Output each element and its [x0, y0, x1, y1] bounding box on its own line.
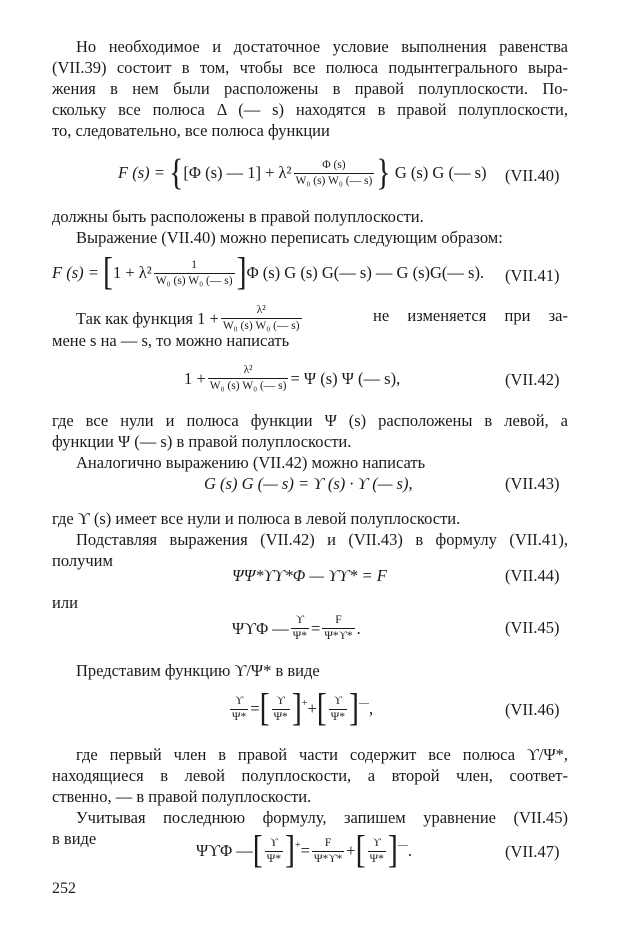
bracket-open: [: [316, 686, 327, 730]
equation-number: (VII.47): [505, 842, 560, 861]
paragraph-4-line-1: [76, 304, 304, 333]
fraction: [294, 159, 375, 188]
denominator: Ψ*ϒ*: [324, 630, 353, 642]
denominator: W₀ (s) W₀ (— s): [155, 274, 233, 287]
equation-vii-40: [118, 151, 487, 193]
fraction: [208, 364, 289, 393]
equation-vii-42: [184, 364, 400, 393]
numerator: ϒ: [333, 694, 343, 707]
numerator: F: [335, 614, 342, 626]
bracket-close: ]: [291, 686, 302, 730]
numerator: λ²: [256, 304, 266, 316]
paragraph-9: [52, 592, 568, 613]
fraction: [322, 614, 354, 643]
equation-number: (VII.46): [505, 700, 560, 719]
equals-sign: =: [300, 841, 310, 860]
eq-term: 1 +: [197, 308, 219, 328]
eq-term: 1 +: [184, 368, 206, 388]
eq-term: ΨϒΦ —: [232, 618, 289, 638]
eq-lhs: F (s) =: [52, 263, 99, 282]
denominator: Ψ*: [266, 852, 282, 865]
bracket-open: [: [103, 250, 113, 294]
eq-lhs: F (s) =: [118, 163, 165, 182]
bracket-close: ]: [349, 686, 360, 730]
text-line: должны быть расположены в правой полуплоскости.: [52, 207, 424, 226]
text-line: (VII.39) состоит в том, чтобы все полюса подынтегрального выра-: [52, 58, 568, 77]
numerator: ϒ: [234, 694, 244, 707]
plus-sign: +: [307, 699, 317, 718]
text-line: получим: [52, 551, 113, 570]
text-line: то, следовательно, все полюса функции: [52, 121, 330, 140]
equation-vii-41: [52, 250, 485, 294]
text-line: Но необходимое и достаточное условие выполнения равенства: [76, 37, 568, 56]
eq-term: ΨϒΦ —: [196, 841, 253, 860]
eq-term: Φ (s) G (s) G(— s) — G (s)G(— s).: [246, 263, 485, 282]
page-number: 252: [52, 880, 76, 897]
numerator: ϒ: [276, 694, 285, 707]
denominator: Ψ*: [232, 710, 247, 723]
fraction: [230, 695, 248, 724]
text-line: мене s на — s, то можно написать: [52, 331, 290, 350]
eq-term: [Φ (s) — 1] + λ²: [183, 163, 292, 182]
eq-term: G (s) G (— s) = ϒ (s) · ϒ (— s),: [204, 474, 413, 493]
text-line: в виде: [52, 829, 97, 848]
eq-term: ΨΨ*ϒϒ*Φ — ϒϒ* = F: [232, 566, 387, 585]
paragraph-2: [52, 206, 568, 248]
superscript: +: [301, 698, 308, 709]
equation-number: (VII.44): [505, 566, 560, 585]
bracket-open: [: [355, 828, 366, 872]
equation-number: (VII.43): [505, 474, 560, 493]
denominator: Ψ*: [292, 630, 308, 642]
paragraph-5: [52, 410, 568, 473]
denominator: W₀ (s) W₀ (— s): [209, 380, 287, 392]
brace-close: }: [376, 151, 391, 193]
eq-term: .: [407, 841, 412, 860]
denominator: W₀ (s) W₀ (— s): [222, 320, 300, 332]
equation-number: (VII.40): [505, 166, 560, 185]
equation-vii-46: [228, 686, 374, 730]
eq-term: ,: [369, 699, 374, 718]
fraction: [154, 259, 235, 288]
paragraph-1: [52, 36, 568, 141]
bracket-close: ]: [285, 828, 296, 872]
superscript: —: [359, 698, 370, 709]
denominator: Ψ*: [369, 852, 384, 865]
text-fragment: не изменяется при за-: [373, 306, 568, 325]
paragraph-7: [52, 508, 568, 571]
equation-number: (VII.45): [505, 618, 560, 637]
numerator: F: [324, 836, 332, 849]
bracket-close: ]: [387, 828, 398, 872]
equals-sign: =: [311, 618, 321, 638]
eq-term: = Ψ (s) Ψ (— s),: [290, 368, 401, 388]
bracket-close: ]: [236, 250, 247, 294]
fraction: [221, 304, 302, 333]
text-line: находящиеся в левой полуплоскости, а второй член, соответ-: [52, 766, 568, 785]
numerator: Φ (s): [322, 158, 346, 171]
denominator: Ψ*: [273, 710, 288, 723]
text-line: Аналогично выражению (VII.42) можно написать: [76, 453, 426, 472]
denominator: W₀ (s) W₀ (— s): [295, 174, 373, 187]
equation-vii-45: [232, 614, 361, 643]
eq-term: 1 + λ²: [113, 263, 152, 282]
paragraph-11: [52, 744, 568, 849]
eq-term: G (s) G (— s): [394, 163, 487, 182]
text-line: где все нули и полюса функции Ψ (s) расположены в левой, а: [52, 411, 568, 430]
fraction: [312, 837, 344, 866]
text-line: Учитывая последнюю формулу, запишем уравнение (VII.45): [76, 808, 568, 827]
superscript: —: [397, 840, 408, 851]
text-line: или: [52, 593, 78, 612]
numerator: λ²: [243, 364, 253, 376]
fraction: [291, 614, 309, 643]
fraction: [265, 837, 283, 866]
text-line: где ϒ (s) имеет все нули и полюса в левой полуплоскости.: [52, 509, 461, 528]
brace-open: {: [169, 151, 184, 193]
text-line: где первый член в правой части содержит все полюса ϒ/Ψ*,: [76, 745, 568, 764]
equation-number: (VII.41): [505, 266, 560, 285]
paragraph-10: [52, 660, 568, 681]
equation-number: (VII.42): [505, 370, 560, 389]
plus-sign: +: [346, 841, 356, 860]
fraction: [272, 695, 290, 724]
denominator: Ψ*: [330, 710, 346, 723]
text-line: жения в нем были расположены в правой полуплоскости. По-: [52, 79, 568, 98]
fraction: [329, 695, 347, 724]
equation-vii-43: [204, 474, 413, 494]
text-line: ственно, — в правой полуплоскости.: [52, 787, 312, 806]
denominator: Ψ*ϒ*: [313, 852, 343, 865]
paragraph-4-line-2: [52, 330, 568, 351]
text-line: Представим функцию ϒ/Ψ* в виде: [76, 661, 320, 680]
bracket-open: [: [259, 686, 270, 730]
fraction: [368, 837, 386, 866]
bracket-open: [: [252, 828, 263, 872]
equals-sign: =: [250, 699, 260, 718]
numerator: ϒ: [295, 614, 305, 626]
text-fragment: Так как функция: [76, 308, 193, 328]
equation-vii-44: [232, 566, 387, 586]
numerator: ϒ: [372, 836, 381, 849]
numerator: ϒ: [269, 836, 279, 849]
equation-vii-47: [196, 828, 412, 872]
text-line: функции Ψ (— s) в правой полуплоскости.: [52, 432, 352, 451]
superscript: +: [295, 840, 301, 851]
numerator: 1: [191, 258, 198, 271]
text-line: Подставляя выражения (VII.42) и (VII.43) в формулу (VII.41),: [76, 530, 568, 549]
text-line: Выражение (VII.40) можно переписать следующим образом:: [76, 228, 503, 247]
text-line: скольку все полюса Δ (— s) находятся в правой полуплоскости,: [52, 100, 568, 119]
eq-term: .: [356, 618, 361, 638]
